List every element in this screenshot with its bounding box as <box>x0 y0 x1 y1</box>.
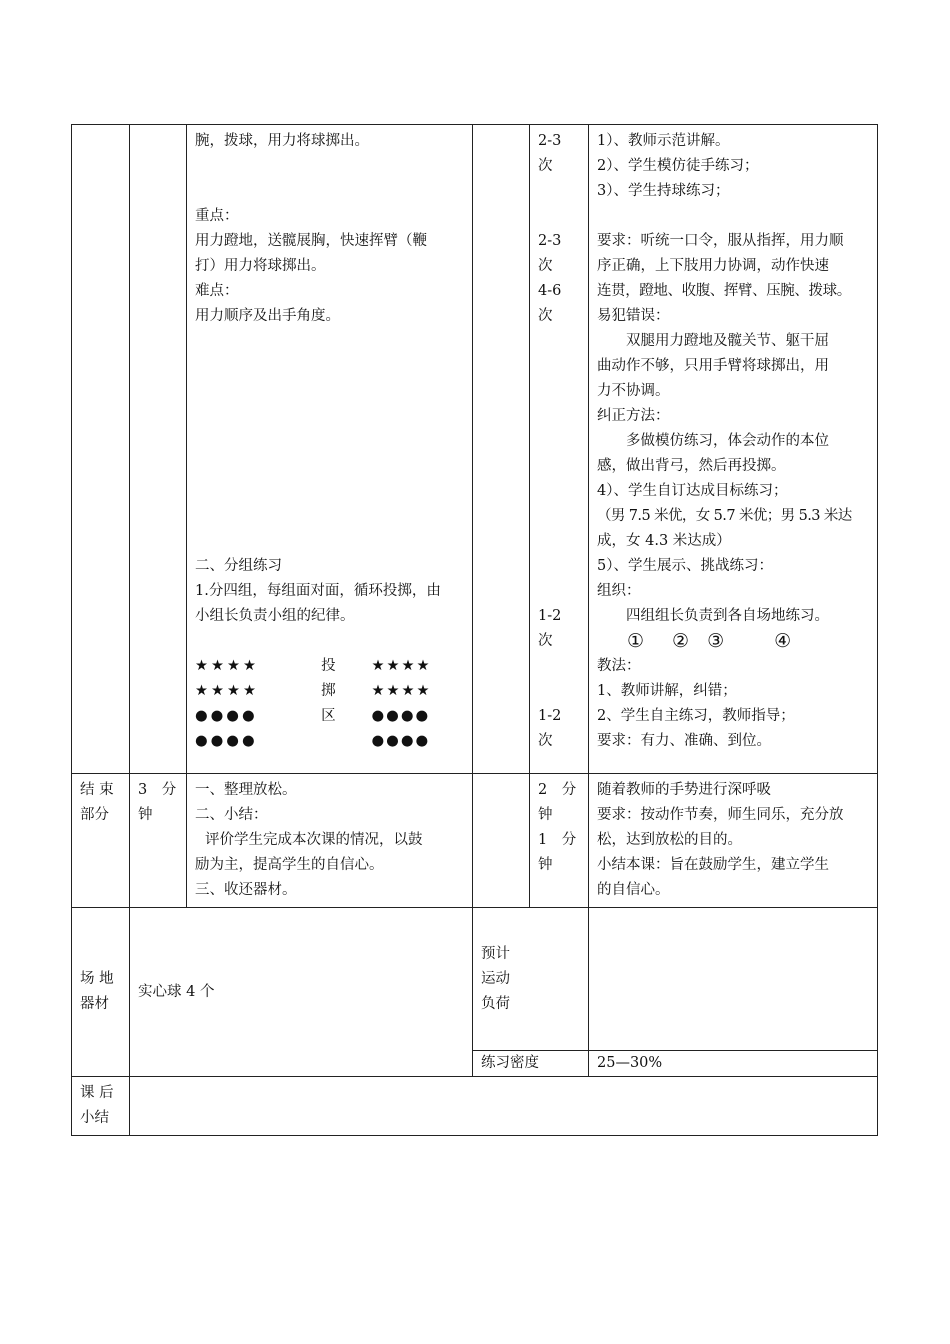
summary-content[interactable] <box>130 1077 878 1136</box>
method-line: 曲动作不够，只用手臂将球掷出，用 <box>597 358 829 374</box>
zone-label: 投 <box>321 658 336 674</box>
summary-label-line: 小结 <box>80 1110 109 1126</box>
circle-1: ① <box>627 630 645 652</box>
equipment-cell <box>130 908 473 1077</box>
zone-label: 掷 <box>321 683 336 699</box>
content-line: 用力顺序及出手角度。 <box>195 308 340 324</box>
summary-row <box>72 1077 878 1136</box>
load-label-line: 负荷 <box>481 995 510 1012</box>
group-circles <box>597 629 869 654</box>
method-line: （男 7.5 米优，女 5.7 米优；男 5.3 米达 <box>597 508 852 524</box>
dot-row-left: ●●●● <box>195 708 258 724</box>
times-unit: 次 <box>538 308 553 324</box>
end-time <box>530 774 589 908</box>
equipment-text: 实心球 4 个 <box>138 983 215 1000</box>
method-line: 力不协调。 <box>597 383 670 399</box>
method-line: 易犯错误： <box>597 308 670 324</box>
method-line: 1、教师讲解，纠错； <box>597 683 737 699</box>
end-content <box>187 774 473 908</box>
end-method-line: 小结本课：旨在鼓励学生，建立学生 <box>597 857 829 873</box>
end-row <box>72 774 878 908</box>
density-label: 练习密度 <box>473 1051 589 1077</box>
method-line: 纠正方法： <box>597 408 670 424</box>
content-line: 打）用力将球掷出。 <box>195 258 326 274</box>
circle-4: ④ <box>774 630 792 652</box>
star-row-left: ★★★★ <box>195 658 259 674</box>
group-title: 二、分组练习 <box>195 558 282 574</box>
end-method <box>589 774 878 908</box>
duration-cell <box>130 125 187 774</box>
time-line: 1 分 <box>538 832 577 848</box>
method-line: 序正确，上下肢用力协调，动作快速 <box>597 258 829 274</box>
section-cell <box>72 125 130 774</box>
group-desc: 小组长负责小组的纪律。 <box>195 608 355 624</box>
method-line: 多做模仿练习，体会动作的本位 <box>626 433 829 449</box>
method-line: 4）、学生自订达成目标练习； <box>597 483 788 499</box>
end-content-line: 评价学生完成本次课的情况，以鼓 <box>205 832 423 848</box>
times-value: 1-2 <box>538 708 562 724</box>
times-value: 1-2 <box>538 608 562 624</box>
method-line: 四组组长负责到各自场地练习。 <box>626 608 829 624</box>
times-value: 4-6 <box>538 283 562 299</box>
dot-row-right: ●●●● <box>371 708 431 724</box>
end-method-line: 松，达到放松的目的。 <box>597 832 742 848</box>
times-cell <box>530 125 589 774</box>
content-line: 用力蹬地，送髋展胸，快速挥臂（鞭 <box>195 233 427 249</box>
times-value: 2-3 <box>538 233 562 249</box>
lesson-plan-table <box>71 124 878 1136</box>
method-line: 1）、教师示范讲解。 <box>597 133 730 149</box>
content-cell <box>187 125 473 774</box>
star-row-left: ★★★★ <box>195 683 259 699</box>
key-point-label: 重点： <box>195 208 239 224</box>
formation-diagram <box>195 654 464 754</box>
zone-label <box>285 729 371 754</box>
difficulty-label: 难点： <box>195 283 239 299</box>
star-row-right: ★★★★ <box>371 658 432 674</box>
summary-label-line: 课 后 <box>80 1085 114 1101</box>
duration-line: 3 分 <box>138 782 177 798</box>
times-unit: 次 <box>538 633 553 649</box>
method-line: 组织： <box>597 583 641 599</box>
method-line: 3）、学生持球练习； <box>597 183 730 199</box>
times-unit: 次 <box>538 158 553 174</box>
time-line: 2 分 <box>538 782 577 798</box>
venue-label <box>72 908 130 1077</box>
times-unit: 次 <box>538 733 553 749</box>
section-label <box>72 774 130 908</box>
method-line: 感，做出背弓，然后再投掷。 <box>597 458 786 474</box>
end-method-line: 要求：按动作节奏，师生同乐，充分放 <box>597 807 844 823</box>
dot-row-left: ●●●● <box>195 733 258 749</box>
venue-label-line: 器材 <box>80 996 109 1012</box>
load-value-cell <box>589 908 878 1051</box>
circle-2: ② <box>672 630 690 652</box>
venue-row <box>72 908 878 1051</box>
method-line: 要求：有力、准确、到位。 <box>597 733 771 749</box>
density-value: 25—30% <box>589 1051 878 1077</box>
duration-line: 钟 <box>138 807 153 823</box>
group-desc: 1.分四组，每组面对面，循环投掷，由 <box>195 583 441 599</box>
method-line: 教法： <box>597 658 641 674</box>
zone-label: 区 <box>321 708 336 724</box>
method-line: 2）、学生模仿徒手练习； <box>597 158 759 174</box>
method-line: 要求：听统一口令，服从指挥，用力顺 <box>597 233 844 249</box>
circle-3: ③ <box>707 630 725 652</box>
load-label-line: 运动 <box>481 970 510 987</box>
times-unit: 次 <box>538 258 553 274</box>
end-content-line: 一、整理放松。 <box>195 782 297 798</box>
end-content-line: 励为主，提高学生的自信心。 <box>195 857 384 873</box>
content-line: 腕，拨球，用力将球掷出。 <box>195 133 369 149</box>
method-line: 5）、学生展示、挑战练习： <box>597 558 773 574</box>
dot-row-right: ●●●● <box>371 733 431 749</box>
times-value: 2-3 <box>538 133 562 149</box>
load-label-line: 预计 <box>481 945 510 962</box>
method-line: 双腿用力蹬地及髋关节、躯干屈 <box>626 333 829 349</box>
end-content-line: 三、收还器材。 <box>195 882 297 898</box>
section-label-line: 部分 <box>80 807 109 823</box>
end-content-line: 二、小结： <box>195 807 268 823</box>
load-label-cell <box>473 908 589 1051</box>
time-line: 钟 <box>538 857 553 873</box>
time-line: 钟 <box>538 807 553 823</box>
duration-label <box>130 774 187 908</box>
end-method-line: 随着教师的手势进行深呼吸 <box>597 782 771 798</box>
method-line: 2、学生自主练习，教师指导； <box>597 708 795 724</box>
end-method-line: 的自信心。 <box>597 882 670 898</box>
blank-cell <box>473 774 530 908</box>
method-line: 连贯，蹬地、收腹、挥臂、压腕、拨球。 <box>597 283 851 299</box>
method-line: 成，女 4.3 米达成） <box>597 533 731 549</box>
blank-cell <box>473 125 530 774</box>
section-label-line: 结 束 <box>80 782 114 798</box>
main-row <box>72 125 878 774</box>
method-cell <box>589 125 878 774</box>
star-row-right: ★★★★ <box>371 683 432 699</box>
venue-label-line: 场 地 <box>80 971 114 987</box>
summary-label <box>72 1077 130 1136</box>
